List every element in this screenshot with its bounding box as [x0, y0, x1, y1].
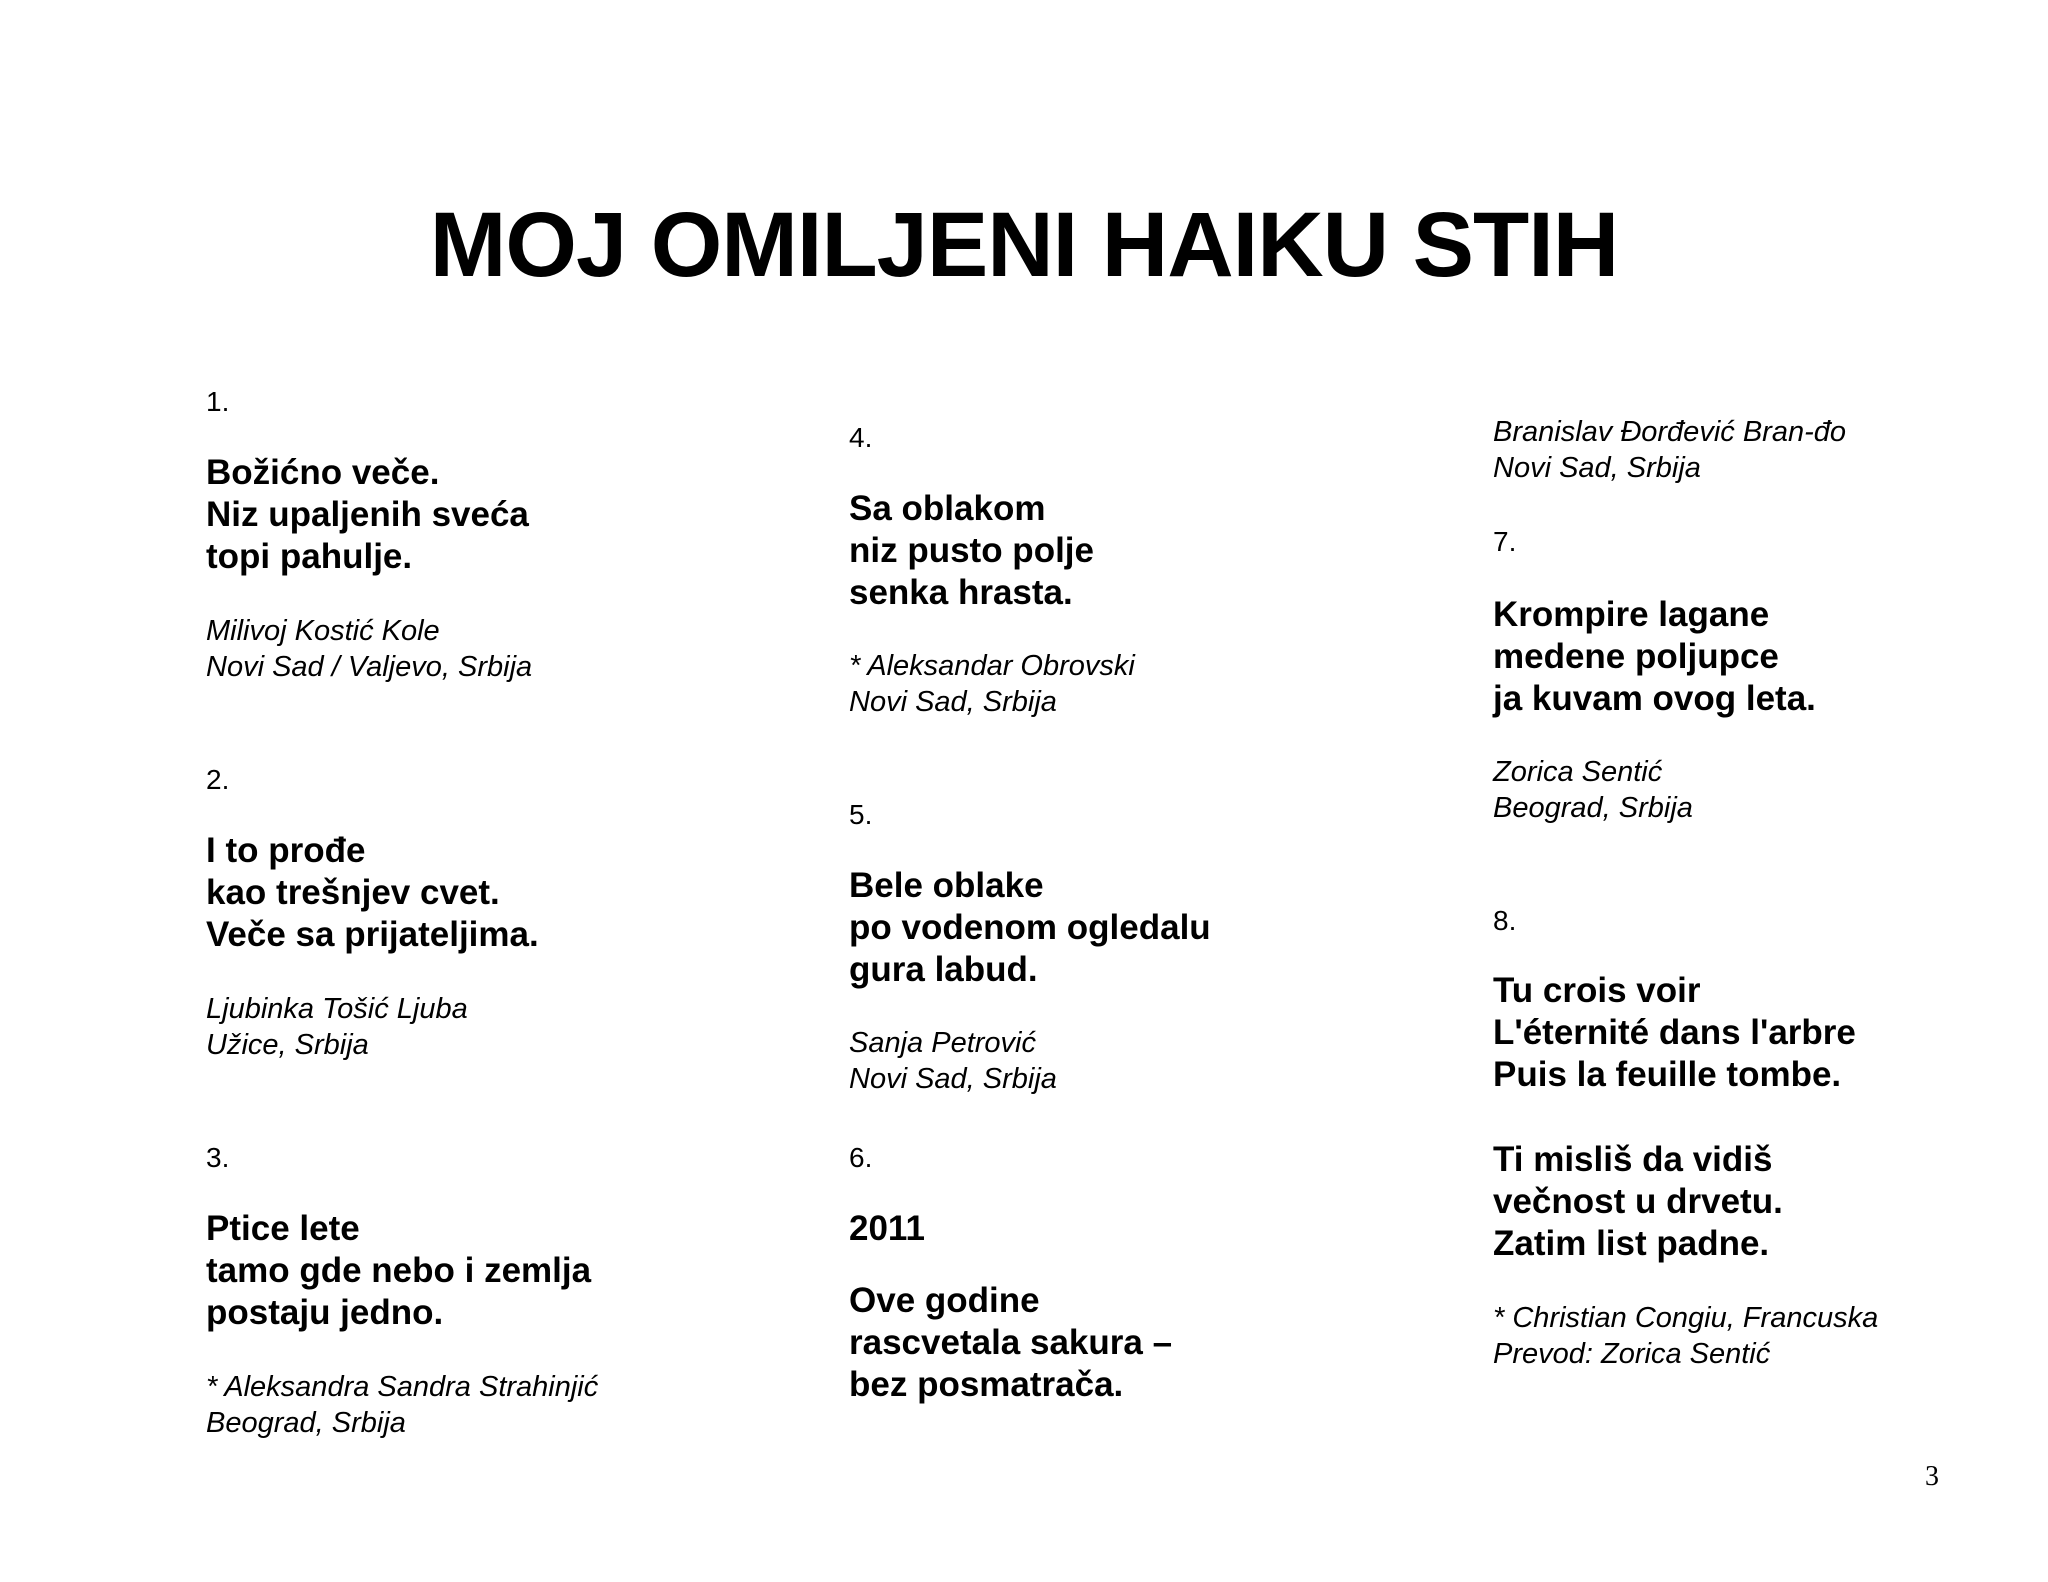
- page-title: MOJ OMILJENI HAIKU STIH: [429, 194, 1619, 296]
- poem-line: topi pahulje.: [206, 537, 413, 576]
- poem-line: Sa oblakom: [849, 489, 1046, 528]
- entry-5-author: [849, 1025, 1057, 1097]
- author-name: Milivoj Kostić Kole: [206, 615, 440, 647]
- poem-line: I to prođe: [206, 831, 366, 870]
- entry-6-poem: [849, 1280, 1172, 1406]
- entry-2-number: 2.: [206, 764, 230, 795]
- entry-4-number: 4.: [849, 422, 873, 453]
- poem-line: Ptice lete: [206, 1209, 360, 1248]
- author-name: Branislav Đorđević Bran-đo: [1493, 416, 1846, 448]
- entry-8-poem: [1493, 970, 1856, 1096]
- translator: Prevod: Zorica Sentić: [1493, 1338, 1771, 1370]
- entry-8-number: 8.: [1493, 905, 1517, 936]
- entry-4-poem: [849, 488, 1094, 614]
- poem-line: Bele oblake: [849, 866, 1044, 905]
- poem-line: medene poljupce: [1493, 637, 1779, 676]
- entry-6-year: 2011: [849, 1209, 925, 1248]
- author-name: * Aleksandra Sandra Strahinjić: [206, 1371, 599, 1403]
- poem-line: Ove godine: [849, 1281, 1040, 1320]
- entry-5-poem: [849, 865, 1211, 991]
- author-name: Ljubinka Tošić Ljuba: [206, 993, 468, 1025]
- poem-line: gura labud.: [849, 950, 1038, 989]
- entry-7-author: [1493, 754, 1693, 826]
- poem-line: postaju jedno.: [206, 1293, 444, 1332]
- poem-line: Veče sa prijateljima.: [206, 915, 539, 954]
- entry-1-poem: [206, 452, 529, 578]
- poem-line: L'éternité dans l'arbre: [1493, 1013, 1856, 1052]
- entry-8-author: [1493, 1300, 1878, 1372]
- author-name: Sanja Petrović: [849, 1027, 1036, 1059]
- author-location: Užice, Srbija: [206, 1029, 369, 1061]
- entry-3-number: 3.: [206, 1142, 230, 1173]
- entry-6-number: 6.: [849, 1142, 873, 1173]
- author-name: * Christian Congiu, Francuska: [1493, 1302, 1879, 1334]
- entry-2-author: [206, 991, 468, 1063]
- poem-line: tamo gde nebo i zemlja: [206, 1251, 592, 1290]
- entry-7-poem: [1493, 594, 1816, 720]
- poem-line: ja kuvam ovog leta.: [1493, 679, 1816, 718]
- author-location: Novi Sad, Srbija: [1493, 452, 1701, 484]
- entry-6-author: [1493, 414, 1846, 486]
- poem-line: Božićno veče.: [206, 453, 440, 492]
- entry-1-author: [206, 613, 532, 685]
- poem-line: Krompire lagane: [1493, 595, 1770, 634]
- author-location: Beograd, Srbija: [1493, 792, 1693, 824]
- entry-5-number: 5.: [849, 799, 873, 830]
- entry-3-author: [206, 1369, 598, 1441]
- poem-line: Puis la feuille tombe.: [1493, 1055, 1842, 1094]
- entry-8-translation: [1493, 1139, 1783, 1265]
- poem-line: rascvetala sakura –: [849, 1323, 1173, 1362]
- poem-line: Ti misliš da vidiš: [1493, 1140, 1773, 1179]
- author-location: Novi Sad, Srbija: [849, 1063, 1057, 1095]
- poem-line: Tu crois voir: [1493, 971, 1701, 1010]
- author-location: Novi Sad, Srbija: [849, 686, 1057, 718]
- author-location: Beograd, Srbija: [206, 1407, 406, 1439]
- poem-line: Niz upaljenih sveća: [206, 495, 529, 534]
- author-name: * Aleksandar Obrovski: [849, 650, 1135, 682]
- entry-3-poem: [206, 1208, 591, 1334]
- author-location: Novi Sad / Valjevo, Srbija: [206, 651, 533, 683]
- poem-line: Zatim list padne.: [1493, 1224, 1770, 1263]
- poem-line: bez posmatrača.: [849, 1365, 1124, 1404]
- poem-line: po vodenom ogledalu: [849, 908, 1211, 947]
- poem-line: kao trešnjev cvet.: [206, 873, 500, 912]
- entry-1-number: 1.: [206, 386, 230, 417]
- page-number: 3: [1925, 1461, 1939, 1492]
- entry-2-poem: [206, 830, 539, 956]
- poem-line: niz pusto polje: [849, 531, 1094, 570]
- entry-4-author: [849, 648, 1135, 720]
- poem-line: senka hrasta.: [849, 573, 1073, 612]
- entry-7-number: 7.: [1493, 526, 1517, 557]
- author-name: Zorica Sentić: [1493, 756, 1663, 788]
- poem-line: večnost u drvetu.: [1493, 1182, 1783, 1221]
